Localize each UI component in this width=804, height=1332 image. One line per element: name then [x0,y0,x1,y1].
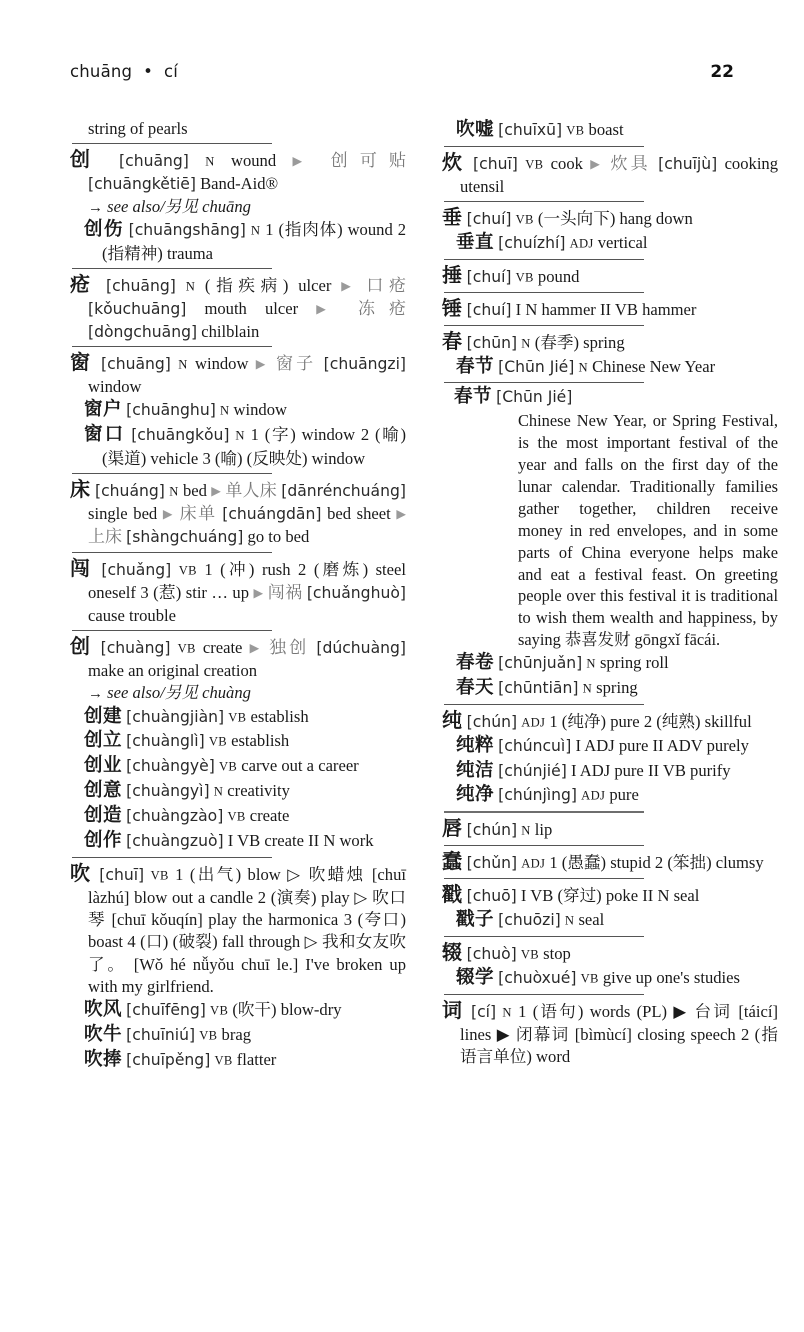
subentry-pos: N [586,656,596,671]
subentry-senses: create [249,806,290,826]
subentry-hanzi: 辍学 [456,966,495,988]
subentry-hanzi: 吹风 [84,999,123,1021]
headword-pinyin: [cí] [470,1002,497,1021]
example-chinese: 床单 [179,504,217,525]
subentry [442,676,778,701]
entry-headword-line [70,633,406,682]
gloss: stop [543,943,571,963]
page-header [70,62,734,96]
subentry-hanzi: 创造 [84,805,123,827]
subentry [442,783,778,808]
subentry-pos: N [219,403,230,418]
subentry-hanzi: 吹捧 [84,1048,123,1070]
subentry-pos: VB [227,809,246,824]
subentry [442,651,778,676]
example-english: bed sheet [327,504,391,524]
carryover-text: string of pearls [88,119,188,138]
part-of-speech: VB [520,947,539,962]
subentry-pinyin: [chūntiān] [498,678,579,697]
senses: I N hammer II VB hammer [515,299,697,319]
subentry-hanzi: 春节 [456,355,495,377]
example-english: cause trouble [88,605,177,625]
subentry-pinyin: [chuāngkǒu] [131,426,230,445]
headword-pinyin: [chuàng] [100,639,171,658]
entry-chui-hang-down [442,204,778,256]
entry-divider [444,845,644,846]
headword-hanzi: 创 [70,634,94,659]
entry-divider [444,994,644,995]
headword-pinyin: [chuí] [466,210,512,229]
gloss: bed [182,481,207,501]
subentry-hanzi: 吹嘘 [456,119,495,140]
example-english: Band-Aid® [200,174,279,194]
culture-note-hanzi: 春节 [454,386,493,408]
entry-chuo-stop [442,939,778,991]
headword-hanzi: 纯 [442,707,463,732]
entry-chui-cook [442,149,778,198]
see-also-line [70,682,406,704]
part-of-speech: N [521,336,531,351]
entry-headword-line [70,476,406,549]
entry-headword-line [442,881,778,908]
example-marker-icon: ▶ [211,484,222,499]
senses: 1 (出气) blow ▷ 吹蜡烛 [chuī làzhú] blow out a candle 2 (演奏) play ▷ 吹口琴 [chuī kǒuqín] play the harmonica 3 (夸口) boast 4 (口) (破裂) fall through ▷ 我和女友吹了。 [Wǒ hé nǚyǒu chuī le.] I've broken up with my girlfriend. [88,864,407,996]
page-number: 22 [710,62,734,82]
part-of-speech: VB [178,563,197,578]
subentry-senses: I ADJ pure II ADV purely [575,735,749,755]
subentry [70,1048,406,1073]
gloss: create [202,638,243,658]
subentry-senses: spring [596,677,638,697]
entry-chuang-window [70,349,406,470]
subentry-pos: N [578,360,588,375]
example-pinyin: [chuāngzi] [323,355,407,374]
example-pinyin: [chuāngkětiē] [88,175,196,194]
headword-hanzi: 吹 [70,860,93,885]
entry-divider [444,936,644,937]
entry-chuang-rush [70,555,406,627]
part-of-speech: N [169,484,179,499]
entry-chui-hammer [442,295,778,322]
example-english: window [88,376,142,396]
entry-divider [444,811,644,813]
example-pinyin: [chuángdān] [222,505,322,524]
example-chinese: 闯祸 [267,582,303,603]
example-chinese: 独创 [269,638,310,659]
example-marker-icon: ▶ [249,641,263,656]
example-chinese: 创可贴 [330,151,407,172]
subentry [70,1023,406,1048]
subentry-hanzi: 春天 [456,676,495,698]
subentry-senses: I ADJ pure II VB purify [570,760,731,780]
subentry [442,734,778,759]
part-of-speech: N [185,279,196,294]
gloss: (一头向下) hang down [537,209,693,229]
headword-hanzi: 捶 [442,262,463,287]
headword-pinyin: [chuí] [466,300,512,319]
headword-hanzi: 创 [70,147,103,172]
gloss: lip [534,820,553,840]
entry-chuo-poke [442,881,778,933]
subentry [70,804,406,829]
subentry-pinyin: [chuānghu] [126,401,216,420]
part-of-speech: N [178,357,188,372]
subentry-pinyin: [chúnjìng] [498,786,578,805]
subentry-hanzi: 吹牛 [84,1024,123,1046]
entry-headword-line [442,149,778,198]
headword-pinyin: [chūn] [466,333,518,352]
subentry-hanzi: 春卷 [456,652,495,674]
headword-pinyin: [chuāng] [106,277,176,296]
entry-divider [72,630,272,631]
subentry-pos: VB [208,735,227,750]
left-column [70,118,406,1292]
example-english: go to bed [247,527,310,547]
entry-divider [444,382,644,383]
right-column [442,118,778,1292]
headword-hanzi: 炊 [442,149,466,174]
part-of-speech: VB [150,868,169,883]
see-also-label: see also/另见 chuàng [107,683,251,703]
example-marker-icon: ▶ [255,357,269,372]
example-chinese: 上床 [88,527,122,548]
entry-divider [444,201,644,202]
subentry-pos: N [235,428,245,443]
entry-chuang-wound [70,146,406,265]
subentry-senses: Chinese New Year [592,356,716,376]
entry-divider [444,704,644,705]
subentry-senses: 1 (指肉体) wound 2 (指精神) trauma [102,219,407,263]
entry-divider [72,552,272,553]
subentry-senses: pure [609,785,639,805]
subentry-senses: establish [250,706,309,726]
subentry-pinyin: [chuàngyì] [126,782,210,801]
part-of-speech: ADJ [521,856,546,871]
subentry-pinyin: [chuànglì] [126,732,205,751]
subentry-hanzi: 纯洁 [456,759,495,781]
example-marker-icon: ▶ [341,279,357,294]
subentry-hanzi: 戳子 [456,909,495,930]
subentry-pinyin: [chúnjié] [498,761,567,780]
entry-chun-pure [442,707,778,809]
headword-hanzi: 闯 [70,555,94,580]
entry-divider [72,143,272,144]
subentry-senses: window [233,400,287,420]
subentry-pos: ADJ [569,236,594,251]
subentry-senses: give up one's studies [602,967,740,987]
subentry-pos: VB [219,759,238,774]
senses: 1 (纯净) pure 2 (纯熟) skillful [549,711,752,731]
headword-pinyin: [chún] [466,712,518,731]
entry-headword-line [70,555,406,627]
entry-divider [72,857,272,858]
entry-headword-line [442,939,778,966]
gloss: cook [550,153,583,173]
page-columns [70,118,779,1292]
entry-headword-line [70,146,406,195]
subentry-hanzi: 创立 [84,730,123,752]
subentry-hanzi: 创业 [84,755,123,777]
headword-hanzi: 窗 [70,350,94,375]
entry-divider [72,268,272,269]
example-pinyin: [chuǎnghuò] [306,583,406,602]
subentry-senses: vertical [597,232,648,252]
subentry-senses: I VB create II N work [227,830,374,850]
headword-hanzi: 唇 [442,816,463,841]
subentry-hanzi: 创意 [84,780,123,802]
headword-hanzi: 词 [442,997,465,1022]
example-chinese: 炊具 [610,153,651,174]
carryover-subentry [442,118,778,143]
example-marker-icon: ▶ [253,585,264,600]
see-also-arrow-icon: → [88,199,103,216]
entry-chun-stupid [442,848,778,875]
entry-chui-pound [442,262,778,289]
part-of-speech: N [502,1005,512,1020]
subentry-pinyin: [chuōzi] [498,911,561,929]
headword-hanzi: 蠢 [442,849,463,874]
gloss: (春季) spring [534,332,625,352]
headword-pinyin: [chún] [466,821,518,840]
subentry-pos: VB [566,123,585,138]
subentry-pos: VB [210,1003,229,1018]
subentry [70,398,406,423]
subentry-senses: establish [231,731,290,751]
example-pinyin: [shàngchuáng] [126,528,244,547]
entry-headword-line [442,997,778,1069]
subentry [442,231,778,256]
subentry-pinyin: [chuòxué] [498,968,577,987]
subentry [442,759,778,784]
culture-note-body: Chinese New Year, or Spring Festival, is the most important festival of the year and falls on the first day of the lunar calendar. Traditionally families gather together, children receive money in red envelopes, and in some parts of China everyone helps make and eat a festival feast. On greeting people over this festival it is traditional to wish them wealth and happiness, by saying 恭喜发财 gōngxǐ fācái. [518,411,778,650]
senses: 1 (语句) words (PL) ▶ 台词 [táicí] lines ▶ 闭幕词 [bìmùcí] closing speech 2 (指语言单位) word [460,1001,778,1066]
example-chinese: 窗子 [275,354,317,375]
subentry-senses: boast [588,120,624,139]
example-pinyin: [kǒuchuāng] [88,299,187,318]
subentry-pos: N [564,913,575,928]
part-of-speech: VB [515,270,534,285]
example-english: cooking utensil [460,153,779,196]
subentry-pinyin: [chuàngzào] [126,807,224,826]
headword-hanzi: 床 [70,477,91,502]
subentry-senses: creativity [227,781,290,801]
guide-words: chuāng • cí [70,62,178,81]
headword-hanzi: 疮 [70,272,97,297]
headword-pinyin: [chuǎng] [101,560,172,579]
entry-divider [444,146,644,147]
subentry-hanzi: 纯粹 [456,734,495,756]
culture-note [442,385,778,651]
headword-pinyin: [chuò] [466,944,517,963]
gloss: wound [230,151,277,171]
entry-chun-lip [442,815,778,842]
example-pinyin: [dúchuàng] [316,639,406,658]
subentry-senses: seal [578,910,605,929]
subentry-hanzi: 创作 [84,829,123,851]
example-pinyin: [dòngchuāng] [88,322,198,341]
subentry-senses: spring roll [599,653,669,673]
part-of-speech: N [205,154,215,169]
subentry-pos: VB [199,1028,218,1043]
part-of-speech: VB [177,641,196,656]
gloss: (指疾病) ulcer [204,276,332,296]
senses: 1 (愚蠢) stupid 2 (笨拙) clumsy [549,853,764,873]
subentry-pinyin: [chūnjuǎn] [498,654,583,673]
subentry-pos: N [213,784,224,799]
see-also-arrow-icon: → [88,686,103,703]
headword-pinyin: [chǔn] [466,854,518,873]
subentry-pinyin: [chuàngjiàn] [126,707,225,726]
subentry-senses: (吹干) blow-dry [232,1000,342,1020]
entry-headword-line [442,204,778,231]
subentry-senses: 1 (字) window 2 (喻) (渠道) vehicle 3 (喻) (反映处) window [102,425,407,469]
senses: 1 (冲) rush 2 (磨炼) steel oneself 3 (惹) stir … up [88,559,406,602]
subentry-hanzi: 垂直 [456,231,495,253]
subentry [70,705,406,730]
entry-chui-blow [70,860,406,1073]
subentry-hanzi: 窗口 [84,424,126,446]
entry-headword-line [70,271,406,343]
example-marker-icon: ▶ [162,507,174,522]
subentry-pos: N [582,681,593,696]
example-english: make an original creation [88,660,258,680]
subentry-pos: VB [228,710,247,725]
subentry-pinyin: [chuàngzuò] [126,831,224,850]
gloss: window [194,354,249,374]
example-chinese: 单人床 [225,481,277,502]
subentry [442,908,778,933]
headword-pinyin: [chuī] [99,865,145,884]
subentry-senses: brag [221,1025,252,1045]
subentry [70,829,406,854]
example-pinyin: [dānrénchuáng] [281,482,406,501]
entry-ci-word [442,997,778,1069]
subentry [70,218,406,265]
subentry-pinyin: [chúncuì] [498,736,572,755]
entry-headword-line [442,328,778,355]
entry-headword-line [442,295,778,322]
entry-divider [444,878,644,879]
subentry-pinyin: [chuàngyè] [126,757,215,776]
headword-pinyin: [chuō] [466,887,517,906]
subentry-pinyin: [chuīxū] [498,121,563,139]
entry-headword-line [70,860,406,998]
headword-pinyin: [chuāng] [101,355,171,374]
example-marker-icon: ▶ [590,156,604,171]
headword-pinyin: [chuāng] [119,152,189,171]
part-of-speech: VB [525,157,544,172]
entry-divider [444,292,644,293]
subentry-hanzi: 窗户 [84,399,123,421]
senses: I VB (穿过) poke II N seal [520,886,700,906]
see-also-label: see also/另见 chuāng [107,196,251,216]
subentry-senses: carve out a career [241,756,359,776]
gloss: pound [537,266,580,286]
headword-hanzi: 春 [442,328,463,353]
subentry [70,779,406,804]
culture-note-pinyin: [Chūn Jié] [496,388,573,407]
subentry [442,355,778,380]
part-of-speech: ADJ [521,715,546,730]
example-chinese: 口疮 [366,276,407,297]
part-of-speech: N [521,823,531,838]
subentry [70,754,406,779]
culture-note-title [442,385,778,410]
entry-divider [444,259,644,260]
entry-headword-line [442,262,778,289]
subentry [70,998,406,1023]
entry-chuang-ulcer [70,271,406,343]
example-english: single bed [88,504,158,524]
part-of-speech: VB [515,212,534,227]
headword-hanzi: 锤 [442,295,463,320]
subentry-pinyin: [Chūn Jié] [498,357,575,376]
headword-pinyin: [chuī] [473,154,518,173]
subentry-senses: flatter [236,1049,277,1069]
entry-chuang-create [70,633,406,854]
subentry-pinyin: [chuīpěng] [126,1050,211,1069]
subentry-pinyin: [chuīfēng] [126,1001,206,1020]
subentry-pinyin: [chuízhí] [498,233,566,252]
entry-divider [72,473,272,474]
subentry [442,966,778,991]
entry-headword-line [442,815,778,842]
example-marker-icon: ▶ [292,154,315,169]
headword-hanzi: 辍 [442,939,463,964]
subentry-hanzi: 创建 [84,705,123,727]
entry-headword-line [442,707,778,734]
subentry-pinyin: [chuīniú] [126,1026,196,1045]
subentry-pos: ADJ [581,789,606,804]
entry-divider [72,346,272,347]
headword-pinyin: [chuí] [466,267,512,286]
subentry-pos: N [250,223,261,238]
example-pinyin: [chuījù] [658,154,718,173]
subentry-pinyin: [chuāngshāng] [128,220,246,239]
subentry [70,729,406,754]
entry-chuang-bed [70,476,406,549]
subentry [70,423,406,470]
example-english: mouth ulcer [204,298,299,318]
headword-hanzi: 戳 [442,882,463,907]
entry-headword-line [70,349,406,398]
entry-divider [444,325,644,326]
subentry-hanzi: 纯净 [456,784,495,806]
subentry-pos: VB [214,1053,233,1068]
subentry-hanzi: 创伤 [84,218,124,240]
example-marker-icon: ▶ [316,301,340,316]
example-chinese: 冻疮 [357,298,406,319]
entry-headword-line [442,848,778,875]
example-english: chilblain [201,321,260,341]
entry-chun-spring [442,328,778,380]
headword-hanzi: 垂 [442,205,463,230]
headword-pinyin: [chuáng] [95,482,165,501]
example-marker-icon: ▶ [396,507,407,522]
subentry-pos: VB [580,971,599,986]
see-also-line [70,196,406,218]
